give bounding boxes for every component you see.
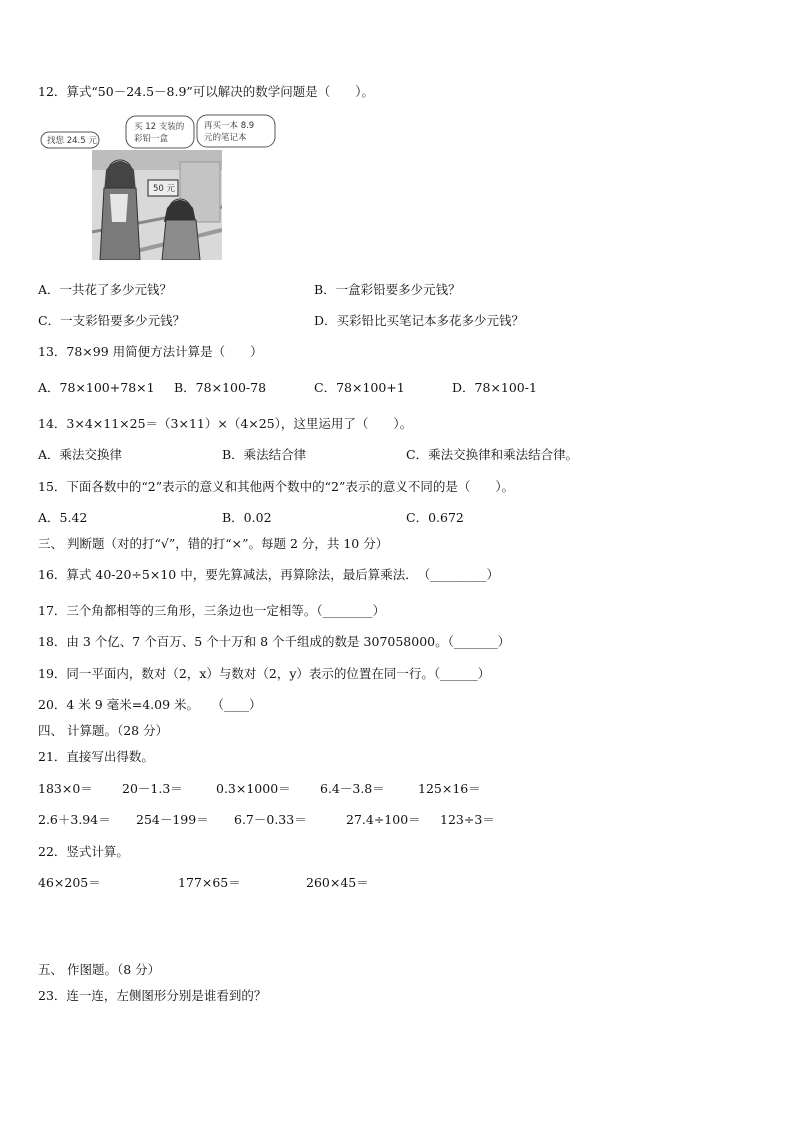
q14-option-a: A．乘法交换律 <box>38 447 123 462</box>
calc-item: 20－1.3＝ <box>122 781 183 796</box>
question-17: 17．三个角都相等的三角形，三条边也一定相等。（________） <box>38 603 386 618</box>
calc-item: 0.3×1000＝ <box>216 781 291 796</box>
q12-option-a: A．一共花了多少元钱？ <box>38 282 173 297</box>
q15-option-b: B．0.02 <box>222 510 272 525</box>
bubble-right <box>196 112 278 152</box>
section-3-heading: 三、 判断题（对的打“√”，错的打“×”。每题 2 分，共 10 分） <box>38 536 389 551</box>
q13-option-c: C．78×100+1 <box>314 380 405 395</box>
calc-item: 27.4÷100＝ <box>346 812 421 827</box>
q15-option-a: A．5.42 <box>38 510 88 525</box>
question-15-stem: 15．下面各数中的“2”表示的意义和其他两个数中的“2”表示的意义不同的是（ ）。 <box>38 479 515 494</box>
vertical-calc-item: 177×65＝ <box>178 875 241 890</box>
bill-label: 50 元 <box>153 184 176 194</box>
question-22-stem: 22．竖式计算。 <box>38 844 129 859</box>
question-12-stem: 12．算式“50－24.5－8.9”可以解决的数学问题是（ ）。 <box>38 84 375 99</box>
vertical-calc-item: 46×205＝ <box>38 875 101 890</box>
bubble-mid-text-2: 彩铅一盒 <box>134 134 169 144</box>
calc-item: 2.6＋3.94＝ <box>38 812 111 827</box>
question-18: 18．由 3 个亿、7 个百万、5 个十万和 8 个千组成的数是 307058000。（_______） <box>38 634 511 649</box>
shopping-illustration <box>40 112 222 260</box>
bubble-right-text-2: 元的笔记本 <box>204 133 247 143</box>
calc-item: 123÷3＝ <box>440 812 495 827</box>
q13-option-d: D．78×100-1 <box>452 380 537 395</box>
q15-option-c: C．0.672 <box>406 510 464 525</box>
question-13-stem: 13．78×99 用简便方法计算是（ ） <box>38 344 263 359</box>
bubble-right-text-1: 再买一本 8.9 <box>204 121 255 131</box>
question-16: 16．算式 40-20÷5×10 中，要先算减法，再算除法，最后算乘法． （_________） <box>38 567 499 582</box>
calc-item: 183×0＝ <box>38 781 93 796</box>
question-23: 23．连一连，左侧图形分别是谁看到的？ <box>38 988 267 1003</box>
q14-option-c: C．乘法交换律和乘法结合律。 <box>406 447 579 462</box>
question-19: 19．同一平面内，数对（2，x）与数对（2，y）表示的位置在同一行。（______） <box>38 666 491 681</box>
calc-item: 6.7－0.33＝ <box>234 812 307 827</box>
question-14-stem: 14．3×4×11×25＝（3×11）×（4×25），这里运用了（ ）。 <box>38 416 413 431</box>
q12-option-b: B．一盒彩铅要多少元钱？ <box>314 282 461 297</box>
calc-item: 125×16＝ <box>418 781 481 796</box>
bubble-left-text: 找您 24.5 元 <box>47 136 97 146</box>
q14-option-b: B．乘法结合律 <box>222 447 307 462</box>
q12-option-d: D．买彩铅比买笔记本多花多少元钱？ <box>314 313 525 328</box>
q13-option-b: B．78×100-78 <box>174 380 267 395</box>
shopping-scene-image <box>40 112 222 260</box>
bubble-mid-text-1: 买 12 支装的 <box>134 122 185 132</box>
vertical-calc-item: 260×45＝ <box>306 875 369 890</box>
question-21-stem: 21．直接写出得数。 <box>38 749 154 764</box>
calc-item: 6.4－3.8＝ <box>320 781 385 796</box>
question-20: 20．4 米 9 毫米=4.09 米。 （____） <box>38 697 262 712</box>
section-5-heading: 五、 作图题。（8 分） <box>38 962 161 977</box>
q13-option-a: A．78×100+78×1 <box>38 380 155 395</box>
q12-option-c: C．一支彩铅要多少元钱？ <box>38 313 186 328</box>
calc-item: 254－199＝ <box>136 812 209 827</box>
section-4-heading: 四、 计算题。（28 分） <box>38 723 169 738</box>
